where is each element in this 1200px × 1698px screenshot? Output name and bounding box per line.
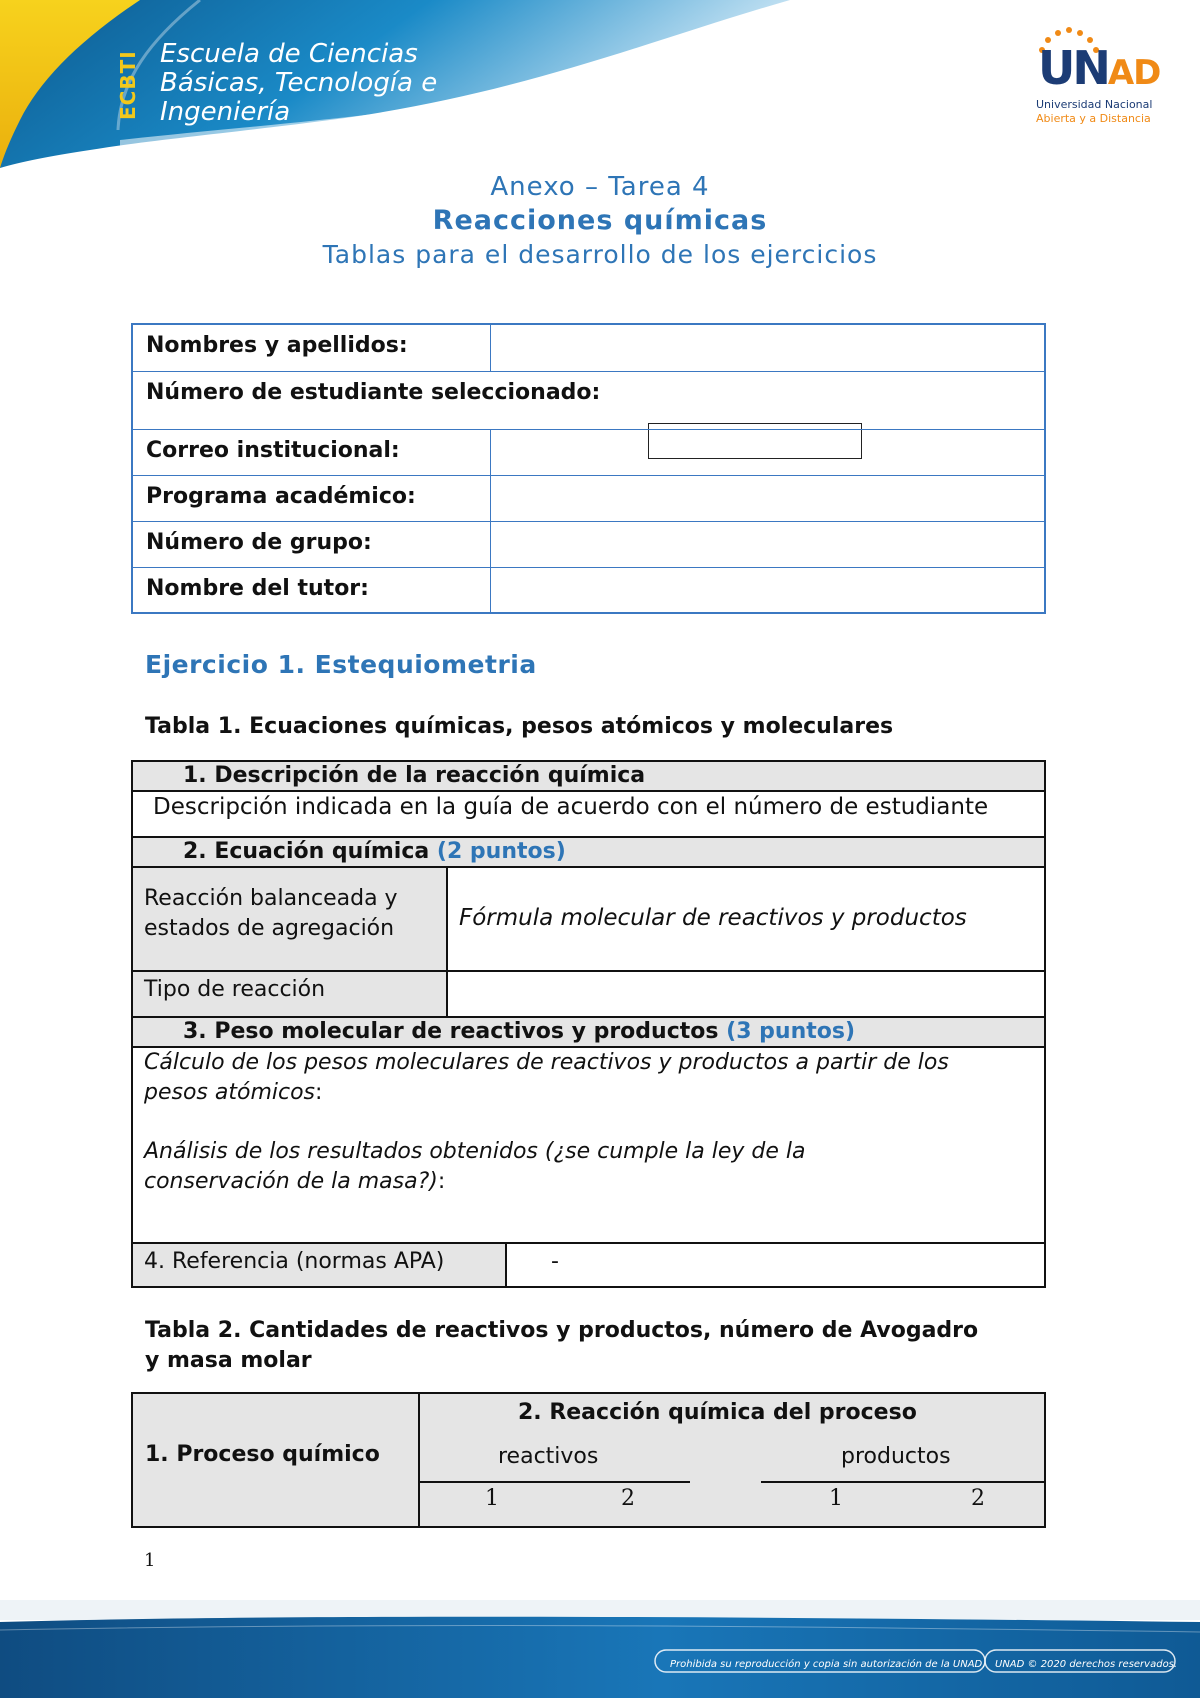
info-row-email [133, 429, 1044, 476]
table-2 [131, 1392, 1046, 1528]
reference-label: 4. Referencia (normas APA) [144, 1249, 445, 1274]
reactant-col-1: 1 [485, 1486, 499, 1511]
reaction-description: Descripción indicada en la guía de acuerdo con el número de estudiante [153, 794, 989, 820]
balanced-reaction-label-line-2: estados de agregación [144, 916, 395, 941]
page-title: Reacciones químicas [432, 205, 768, 236]
molecular-weight-calc-line-2: pesos atómicos: [144, 1080, 323, 1105]
info-label-student-number: Número de estudiante seleccionado: [146, 380, 601, 405]
school-name-line-2: Básicas, Tecnología e [160, 68, 438, 98]
info-row-student-number [133, 371, 1044, 430]
unad-logo [1030, 26, 1160, 136]
balanced-reaction-label-line-1: Reacción balanceada y [144, 886, 398, 911]
info-row-tutor [133, 567, 1044, 613]
ecbti-badge: ECBTI [116, 50, 140, 120]
product-col-1: 1 [829, 1486, 843, 1511]
page-header [0, 0, 1200, 170]
process-label: 1. Proceso químico [145, 1442, 380, 1467]
logo-line-2: Abierta y a Distancia [1036, 112, 1151, 125]
reaction-type-label: Tipo de reacción [144, 977, 326, 1002]
products-label: productos [841, 1444, 951, 1469]
page-subtitle: Tablas para el desarrollo de los ejercicios [322, 240, 878, 269]
footer-banner [0, 1600, 1200, 1698]
info-row-group [133, 521, 1044, 568]
reference-value: - [551, 1249, 559, 1274]
info-row-names [133, 325, 1044, 371]
table-1-caption: Tabla 1. Ecuaciones químicas, pesos atómicos y moleculares [145, 714, 894, 739]
logo-line-1: Universidad Nacional [1036, 98, 1153, 111]
table-2-caption-line-2: y masa molar [145, 1348, 312, 1373]
footer-notice: Prohibida su reproducción y copia sin autorización de la UNAD. [670, 1659, 986, 1670]
table-1-section-2-header: 2. Ecuación química (2 puntos) [133, 838, 1044, 868]
info-label-program: Programa académico: [146, 484, 416, 509]
table-1-section-1-header: 1. Descripción de la reacción química [133, 762, 1044, 792]
logo-wordmark: UNAD [1038, 41, 1161, 95]
school-name-line-1: Escuela de Ciencias [160, 39, 418, 69]
info-label-email: Correo institucional: [146, 438, 400, 463]
info-label-names: Nombres y apellidos: [146, 333, 408, 358]
exercise-1-heading: Ejercicio 1. Estequiometria [145, 650, 537, 679]
student-info-table [131, 323, 1046, 614]
info-label-group: Número de grupo: [146, 530, 372, 555]
reactant-col-2: 2 [621, 1486, 635, 1511]
footer-rights: UNAD © 2020 derechos reservados. [995, 1659, 1178, 1670]
annex-title: Anexo – Tarea 4 [490, 172, 710, 202]
table-1-section-3-header: 3. Peso molecular de reactivos y productos (3 puntos) [133, 1018, 1044, 1048]
table-2-caption-line-1: Tabla 2. Cantidades de reactivos y productos, número de Avogadro [145, 1318, 979, 1343]
table-1 [131, 760, 1046, 1288]
analysis-line-1: Análisis de los resultados obtenidos (¿se cumple la ley de la [144, 1139, 806, 1164]
reaction-process-label: 2. Reacción química del proceso [518, 1400, 917, 1425]
analysis-line-2: conservación de la masa?): [144, 1169, 446, 1194]
info-label-tutor: Nombre del tutor: [146, 576, 369, 601]
reactants-label: reactivos [498, 1444, 599, 1469]
page-number: 1 [144, 1550, 156, 1571]
page-footer [0, 1600, 1200, 1698]
balanced-reaction-value: Fórmula molecular de reactivos y productos [459, 905, 967, 931]
school-name-line-3: Ingeniería [160, 97, 291, 127]
info-row-program [133, 475, 1044, 522]
product-col-2: 2 [971, 1486, 985, 1511]
molecular-weight-calc-line-1: Cálculo de los pesos moleculares de reactivos y productos a partir de los [144, 1050, 949, 1075]
